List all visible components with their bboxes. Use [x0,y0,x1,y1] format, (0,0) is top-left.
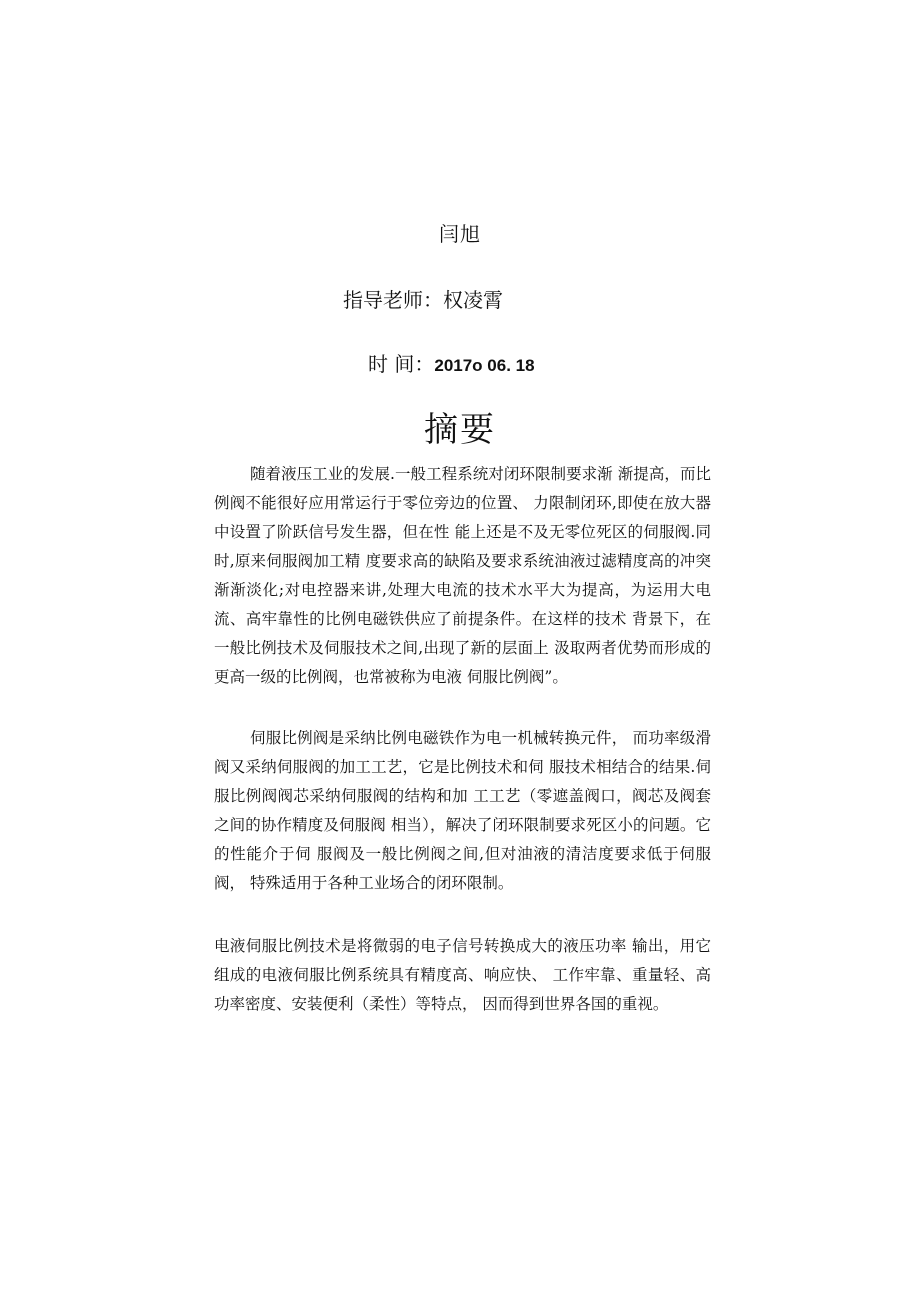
abstract-paragraph-2: 伺服比例阀是采纳比例电磁铁作为电一机械转换元件， 而功率级滑阀又采纳伺服阀的加工工艺，它是比例技术和伺 服技术相结合的结果.伺服比例阀阀芯采纳伺服阀的结构和加 工工艺（零遮盖阀口，阀芯及阀套之间的协作精度及伺服阀 相当），解决了闭环限制要求死区小的问题。它的性能介于伺 服阀及一般比例阀之间,但对油液的清洁度要求低于伺服阀， 特殊适用于各种工业场合的闭环限制。 [214,729,711,892]
abstract-title: 摘要 [424,410,496,450]
abstract-paragraph-1: 随着液压工业的发展.一般工程系统对闭环限制要求渐 渐提高，而比例阀不能很好应用常运行于零位旁边的位置、 力限制闭环,即使在放大器中设置了阶跃信号发生器，但在性 能上还是不及无零位死区的伺服阀.同时,原来伺服阀加工精 度要求高的缺陷及要求系统油液过滤精度高的冲突渐渐淡化;对电控器来讲,处理大电流的技术水平大为提高，为运用大电 流、高牢靠性的比例电磁铁供应了前提条件。在这样的技术 背景下，在一般比例技术及伺服技术之间,出现了新的层面上 汲取两者优势而形成的更高一级的比例阀，也常被称为电液 伺服比例阀”。 [214,465,711,686]
date-label: 时 间： [368,352,435,376]
author-name: 闫旭 [439,222,481,246]
abstract-paragraph-3: 电液伺服比例技术是将微弱的电子信号转换成大的液压功率 输出，用它组成的电液伺服比例系统具有精度高、响应快、 工作牢靠、重量轻、高功率密度、安装便利（柔性）等特点， 因而得到世界各国的重视。 [214,937,711,1013]
advisor-line: 指导老师：权凌霄 [343,288,503,312]
date-value: 2017o 06. 18 [434,356,535,375]
date-line [368,348,535,377]
